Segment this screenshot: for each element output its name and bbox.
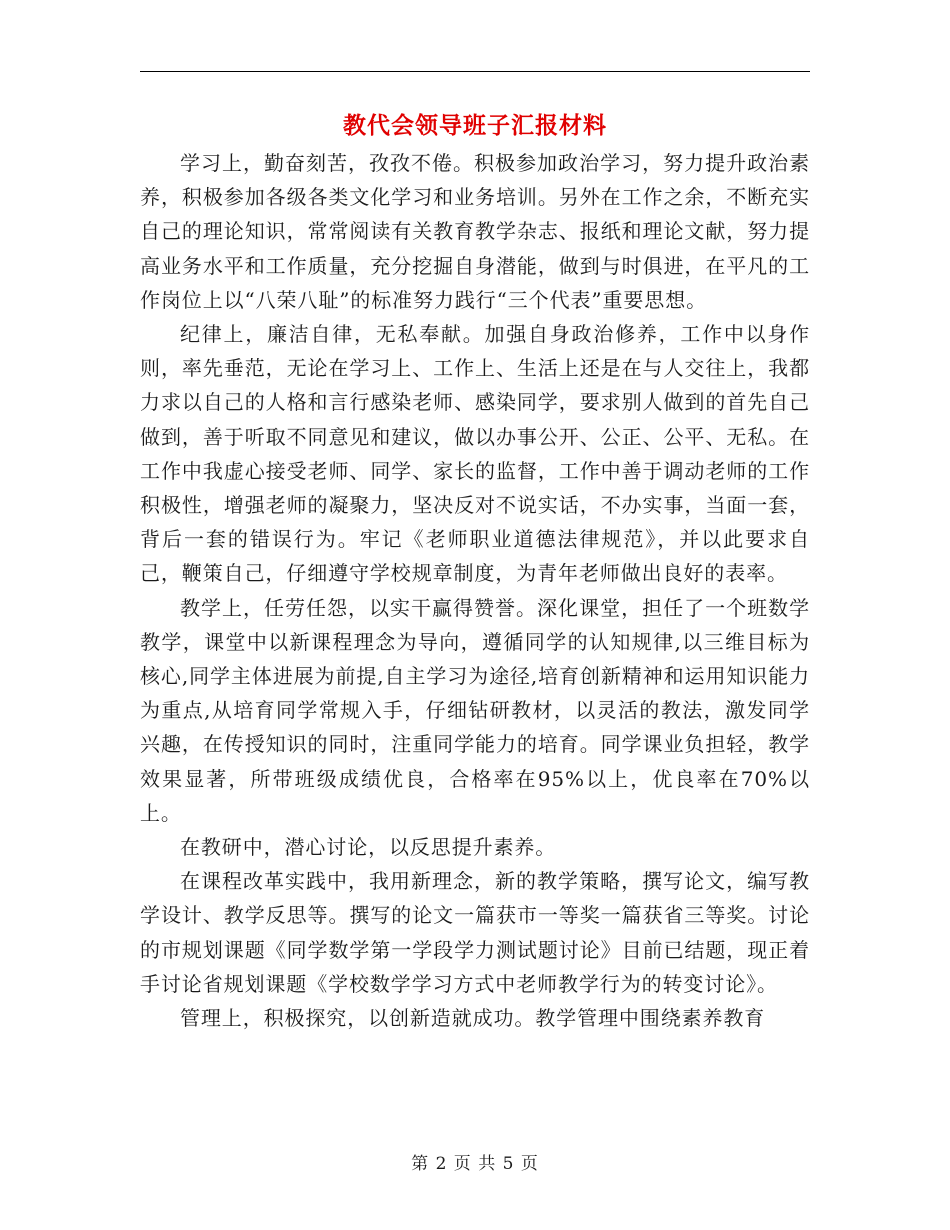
paragraph-management: 管理上，积极探究，以创新造就成功。教学管理中围绕素养教育 — [180, 1006, 766, 1031]
paragraph-curriculum-reform: 在课程改革实践中，我用新理念，新的教学策略，撰写论文，编写教学设计、教学反思等。撰写的论文一篇获市一等奖一篇获省三等奖。讨论的市规划课题《同学数学第一学段学力测试题讨论》目前已结题，现正着手讨论省规划课题《学校数学学习方式中老师教学行为的转变讨论》。 — [140, 869, 810, 996]
paragraph-research-intro: 在教研中，潜心讨论，以反思提升素养。 — [180, 835, 557, 860]
paragraph-teaching: 教学上，任劳任怨，以实干赢得赞誉。深化课堂，担任了一个班数学教学，课堂中以新课程理念为导向，遵循同学的认知规律,以三维目标为核心,同学主体进展为前提,自主学习为途径,培育创新精神和运用知识能力为重点,从培育同学常规入手，仔细钻研教材，以灵活的教法，激发同学兴趣，在传授知识的同时，注重同学能力的培育。同学课业负担轻，教学效果显著，所带班级成绩优良，合格率在95%以上，优良率在70%以上。 — [140, 595, 810, 825]
header-rule — [140, 71, 810, 72]
page-number: 第 2 页 共 5 页 — [411, 1154, 539, 1174]
paragraph-study: 学习上，勤奋刻苦，孜孜不倦。积极参加政治学习，努力提升政治素养，积极参加各级各类文化学习和业务培训。另外在工作之余，不断充实自己的理论知识，常常阅读有关教育教学杂志、报纸和理论文献，努力提高业务水平和工作质量，充分挖掘自身潜能，做到与时俱进，在平凡的工作岗位上以“八荣八耻”的标准努力践行“三个代表”重要思想。 — [140, 151, 810, 312]
document-title: 教代会领导班子汇报材料 — [343, 112, 607, 139]
paragraph-discipline: 纪律上，廉洁自律，无私奉献。加强自身政治修养，工作中以身作则，率先垂范，无论在学习上、工作上、生活上还是在与人交往上，我都力求以自己的人格和言行感染老师、感染同学，要求别人做到的首先自己做到，善于听取不同意见和建议，做以办事公开、公正、公平、无私。在工作中我虚心接受老师、同学、家长的监督，工作中善于调动老师的工作积极性，增强老师的凝聚力，坚决反对不说实话，不办实事，当面一套，背后一套的错误行为。牢记《老师职业道德法律规范》，并以此要求自己，鞭策自己，仔细遵守学校规章制度，为青年老师做出良好的表率。 — [140, 322, 810, 586]
document-body — [140, 146, 810, 1035]
